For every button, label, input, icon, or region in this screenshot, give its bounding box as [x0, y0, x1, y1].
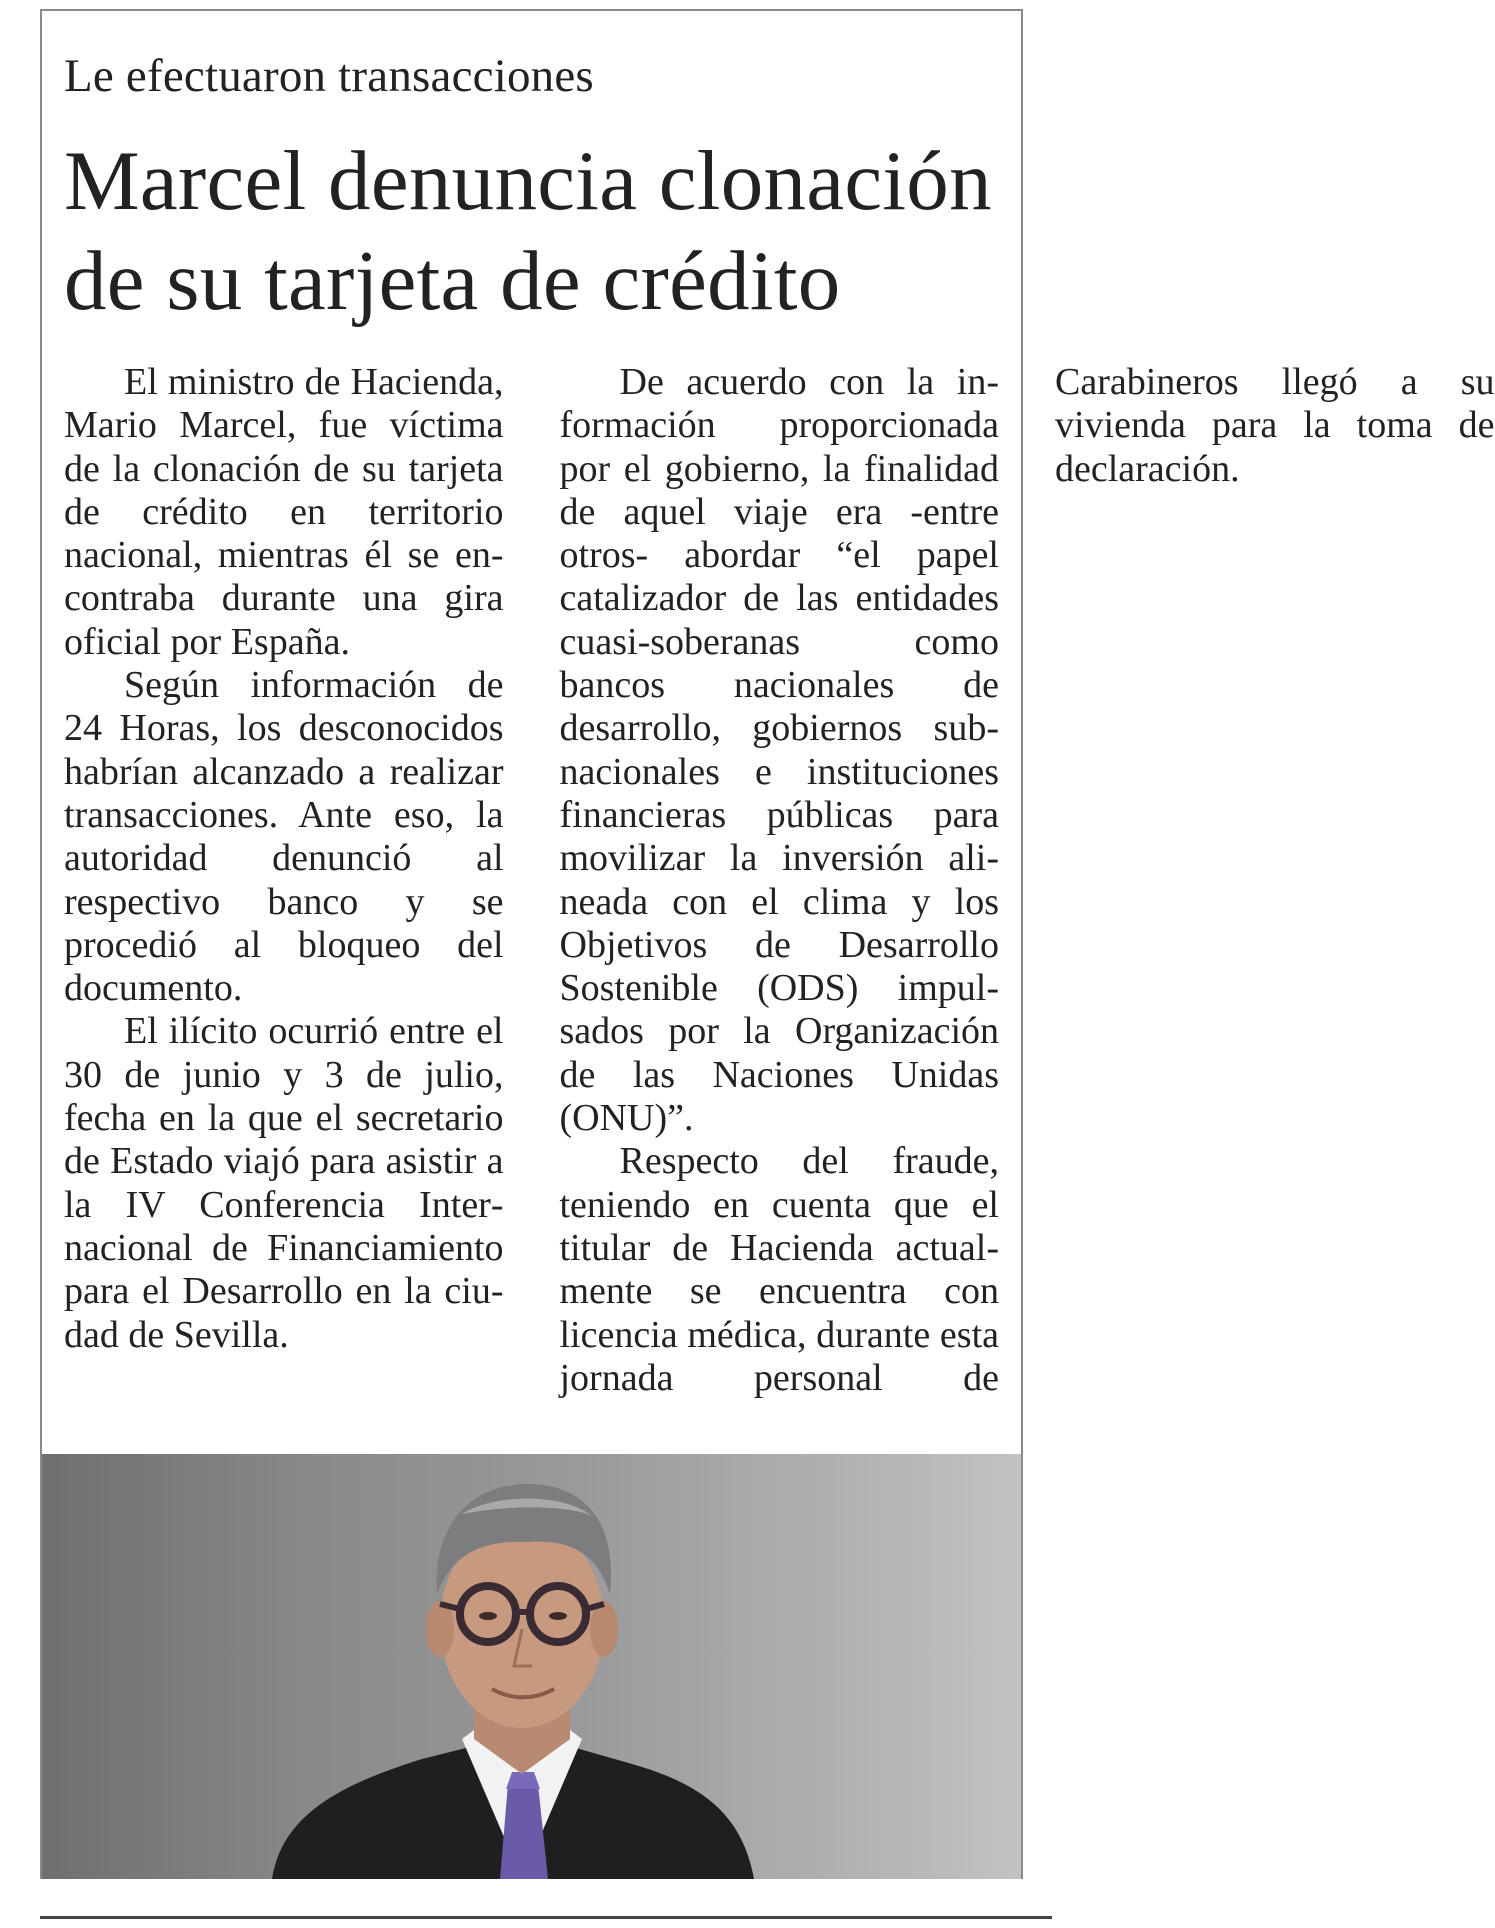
article-paragraph-1: El ministro de Hacienda, Mario Marcel, fue víctima de la clonación de su tarjeta de crédito en territorio nacional, mientras él se encontraba durante una gira oficial por España.	[64, 361, 504, 663]
article-kicker: Le efectuaron transacciones	[64, 50, 594, 102]
portrait-photo	[42, 1454, 1021, 1879]
portrait-illustration	[42, 1454, 1021, 1879]
page-divider	[40, 1916, 1052, 1919]
article-paragraph-4: De acuerdo con la información proporcionada por el gobierno, la finalidad de aquel viaje era -entre otros- abordar “el papel catalizador de las entidades cuasi-soberanas como bancos nacionales de desarrollo, gobiernos subnacionales e instituciones financieras públicas para movilizar la inversión alineada con el clima y los Objetivos de Desarrollo Sostenible (ODS) impulsados por la Organización de las Naciones Unidas (ONU)”.	[559, 361, 999, 1140]
article-paragraph-5: Respecto del fraude, teniendo en cuenta que el titular de Hacienda actualmente se encuentra con licencia médica, durante esta jornada personal de Carabineros llegó a su vivienda para la toma de declaración.	[559, 361, 1495, 1399]
headline-line-2: de su tarjeta de crédito	[64, 234, 841, 328]
article-body	[64, 361, 1495, 1421]
article-paragraph-3: El ilícito ocurrió entre el 30 de junio y 3 de julio, fecha en la que el secretario de Estado viajó para asistir a la IV Conferencia Internacional de Financiamiento para el Desarrollo en la ciudad de Sevilla.	[64, 1010, 504, 1356]
article-paragraph-2: Según información de 24 Horas, los desconocidos habrían alcanzado a realizar transacciones. Ante eso, la autoridad denunció al respectivo banco y se procedió al bloqueo del documento.	[64, 664, 504, 1010]
article-headline	[64, 131, 992, 331]
headline-line-1: Marcel denuncia clonación	[64, 134, 992, 228]
article-frame	[40, 9, 1495, 1879]
